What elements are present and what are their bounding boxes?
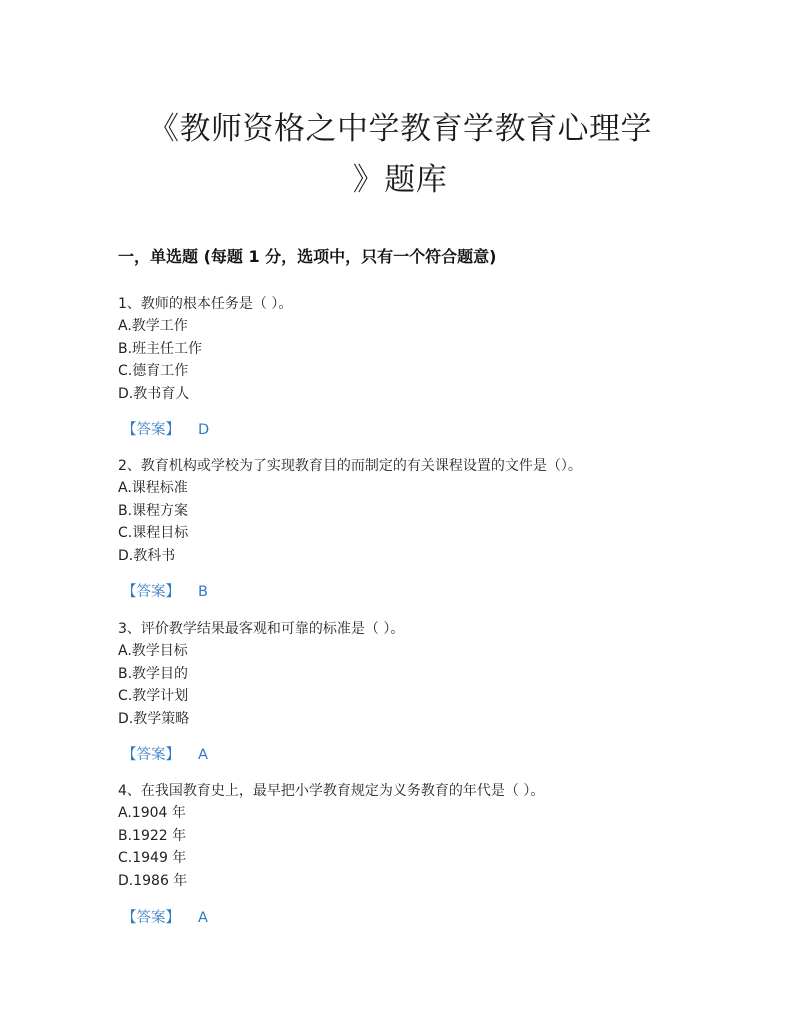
answer-label: 【答案】 [122, 747, 180, 763]
answer-4 [122, 907, 208, 929]
question-stem: 2、教育机构或学校为了实现教育目的而制定的有关课程设置的文件是（）。 [118, 458, 582, 474]
option-c: C.1949 年 [118, 850, 187, 866]
option-a: A.教学工作 [118, 318, 188, 334]
option-d: D.教学策略 [118, 710, 190, 727]
option-d: D.1986 年 [118, 872, 188, 889]
question-stem: 4、在我国教育史上，最早把小学教育规定为义务教育的年代是（ ）。 [118, 783, 545, 799]
answer-label: 【答案】 [122, 910, 180, 926]
answer-2 [122, 581, 208, 603]
answer-3 [122, 744, 208, 766]
option-d: D.教科书 [118, 547, 176, 564]
option-d: D.教书育人 [118, 385, 190, 402]
question-2 [118, 455, 718, 567]
answer-value: A [198, 747, 208, 763]
question-stem: 1、教师的根本任务是（ ）。 [118, 296, 293, 312]
option-a: A.1904 年 [118, 805, 186, 821]
question-1 [118, 293, 718, 405]
option-a: A.教学目标 [118, 643, 188, 659]
option-c: C.教学计划 [118, 688, 189, 704]
section-heading: 一，单选题 (每题 1 分，选项中，只有一个符合题意) [118, 247, 497, 266]
question-stem: 3、评价教学结果最客观和可靠的标准是（ ）。 [118, 621, 405, 637]
document-title [110, 104, 690, 206]
document-title-line-1: 《教师资格之中学教育学教育心理学 [148, 111, 652, 147]
option-b: B.班主任工作 [118, 340, 203, 357]
document-title-line-2: 》题库 [352, 162, 448, 198]
option-b: B.教学目的 [118, 665, 189, 682]
option-c: C.德育工作 [118, 363, 189, 379]
question-3 [118, 618, 718, 730]
answer-value: B [198, 584, 208, 600]
answer-label: 【答案】 [122, 422, 180, 438]
answer-1 [122, 419, 209, 441]
option-b: B.1922 年 [118, 827, 187, 844]
option-a: A.课程标准 [118, 480, 188, 496]
option-b: B.课程方案 [118, 502, 189, 519]
option-c: C.课程目标 [118, 525, 189, 541]
question-4 [118, 780, 718, 892]
answer-value: D [198, 422, 210, 438]
answer-label: 【答案】 [122, 584, 180, 600]
answer-value: A [198, 910, 208, 926]
